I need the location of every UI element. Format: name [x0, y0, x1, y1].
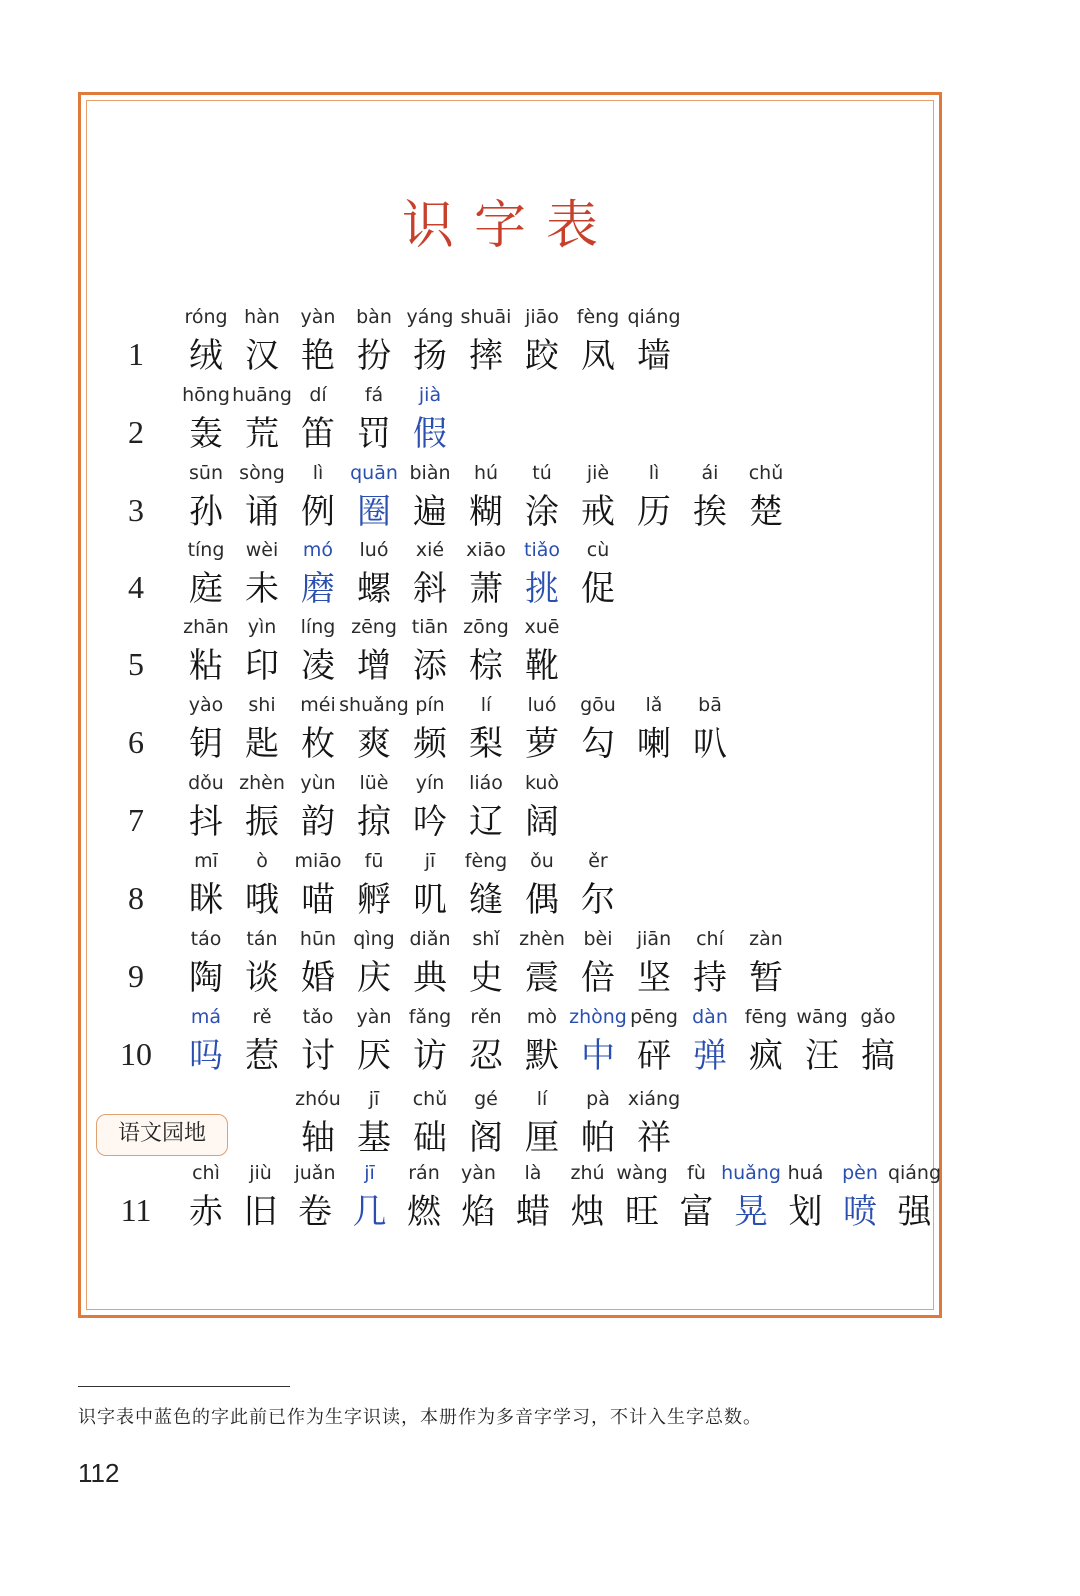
hanzi: 砰 [637, 1036, 671, 1076]
pinyin: bā [698, 694, 722, 716]
character-cell [514, 768, 570, 846]
hanzi: 帕 [581, 1118, 615, 1158]
hanzi: 燃 [407, 1192, 441, 1232]
pinyin: jiè [586, 462, 610, 484]
pinyin: pēng [630, 1006, 678, 1028]
pinyin: hàn [244, 306, 280, 328]
pinyin: tíng [187, 539, 225, 561]
lesson-number: 7 [128, 802, 144, 838]
pinyin: zhèn [519, 928, 565, 950]
hanzi: 尔 [581, 880, 615, 920]
hanzi: 跤 [525, 336, 559, 376]
lesson-number: 5 [128, 646, 144, 682]
lesson-number: 10 [120, 1036, 152, 1072]
pinyin: hūn [299, 928, 337, 950]
pinyin: yáng [406, 306, 454, 328]
hanzi: 摔 [469, 336, 503, 376]
character-cell [887, 1158, 943, 1236]
pinyin: rěn [470, 1006, 502, 1028]
pinyin: ò [256, 850, 268, 872]
hanzi: 棕 [469, 646, 503, 686]
character-cell [514, 612, 570, 690]
pinyin: xuē [524, 616, 560, 638]
hanzi: 坚 [637, 958, 671, 998]
hanzi: 吟 [413, 802, 447, 842]
hanzi: 吗 [189, 1036, 223, 1076]
hanzi: 靴 [525, 646, 559, 686]
pinyin: lí [536, 1088, 548, 1110]
hanzi: 孙 [189, 492, 223, 532]
pinyin: yàn [300, 306, 336, 328]
pinyin: bèi [583, 928, 613, 950]
pinyin: dàn [692, 1006, 728, 1028]
lesson-row [96, 458, 956, 536]
pinyin: dí [309, 384, 327, 406]
lesson-number: 3 [128, 492, 144, 528]
hanzi: 庆 [357, 958, 391, 998]
pinyin: chǔ [412, 1088, 448, 1110]
hanzi: 陶 [189, 958, 223, 998]
pinyin: huāng [232, 384, 292, 406]
hanzi: 凌 [301, 646, 335, 686]
pinyin: fēng [744, 1006, 788, 1028]
hanzi: 烛 [570, 1192, 605, 1232]
hanzi: 荒 [245, 414, 279, 454]
lesson-row [96, 924, 956, 1002]
lesson-row [96, 1158, 956, 1236]
pinyin: gé [474, 1088, 498, 1110]
pinyin: róng [184, 306, 228, 328]
hanzi: 勾 [581, 724, 615, 764]
lesson-number: 1 [128, 336, 144, 372]
character-cell [850, 1002, 906, 1080]
lesson-row [96, 1084, 956, 1162]
hanzi: 典 [413, 958, 447, 998]
hanzi: 汉 [245, 336, 279, 376]
pinyin: mī [194, 850, 218, 872]
pinyin: kuò [524, 772, 560, 794]
hanzi: 磨 [301, 569, 335, 609]
pinyin: miāo [294, 850, 342, 872]
hanzi: 焰 [461, 1192, 496, 1232]
hanzi: 孵 [357, 880, 391, 920]
pinyin: rán [408, 1162, 440, 1184]
hanzi: 弹 [693, 1036, 727, 1076]
hanzi: 旧 [243, 1192, 278, 1232]
hanzi: 遍 [413, 492, 447, 532]
pinyin: lí [480, 694, 492, 716]
pinyin: ǒu [530, 850, 554, 872]
pinyin: yùn [300, 772, 336, 794]
hanzi: 轴 [301, 1118, 335, 1158]
hanzi: 挑 [525, 569, 559, 609]
hanzi: 旺 [625, 1192, 659, 1232]
character-cell [626, 302, 682, 380]
pinyin: tú [532, 462, 552, 484]
hanzi: 涂 [525, 492, 559, 532]
lesson-number: 2 [128, 414, 144, 450]
pinyin: qiáng [627, 306, 681, 328]
pinyin: wāng [796, 1006, 848, 1028]
hanzi: 挨 [693, 492, 727, 532]
footnote-divider [78, 1386, 290, 1387]
pinyin: méi [300, 694, 336, 716]
pinyin: fèng [464, 850, 508, 872]
hanzi: 强 [897, 1192, 932, 1232]
pinyin: shi [248, 694, 276, 716]
pinyin: qìng [353, 928, 395, 950]
pinyin: chí [696, 928, 724, 950]
pinyin: yào [188, 694, 224, 716]
hanzi: 喇 [637, 724, 671, 764]
pinyin: zhú [570, 1162, 605, 1184]
lesson-number: 11 [120, 1192, 152, 1228]
pinyin: jī [364, 1162, 375, 1184]
hanzi: 忍 [469, 1036, 503, 1076]
hanzi: 史 [469, 958, 503, 998]
pinyin: juǎn [294, 1162, 336, 1184]
hanzi: 础 [413, 1118, 447, 1158]
pinyin: fǎng [408, 1006, 452, 1028]
lesson-row [96, 380, 956, 458]
pinyin: xiāo [466, 539, 506, 561]
pinyin: lüè [359, 772, 389, 794]
hanzi: 螺 [357, 569, 391, 609]
character-cell [402, 380, 458, 458]
hanzi: 中 [581, 1036, 615, 1076]
pinyin: pèn [842, 1162, 878, 1184]
hanzi: 汪 [805, 1036, 839, 1076]
hanzi: 糊 [469, 492, 503, 532]
hanzi: 梨 [469, 724, 503, 764]
hanzi: 例 [301, 492, 335, 532]
hanzi: 基 [357, 1118, 391, 1158]
hanzi: 缝 [469, 880, 503, 920]
yuwen-garden-badge: 语文园地 [96, 1114, 228, 1156]
lesson-number: 6 [128, 724, 144, 760]
hanzi: 戒 [581, 492, 615, 532]
hanzi: 富 [679, 1192, 714, 1232]
pinyin: mó [302, 539, 334, 561]
lesson-row [96, 612, 956, 690]
pinyin: huǎng [721, 1162, 781, 1184]
hanzi: 倍 [581, 958, 615, 998]
hanzi: 斜 [413, 569, 447, 609]
pinyin: qiáng [887, 1162, 942, 1184]
pinyin: hōng [182, 384, 230, 406]
lesson-number: 9 [128, 958, 144, 994]
hanzi: 印 [245, 646, 279, 686]
hanzi: 历 [637, 492, 671, 532]
hanzi: 艳 [301, 336, 335, 376]
hanzi: 增 [357, 646, 391, 686]
hanzi: 阔 [525, 802, 559, 842]
pinyin: dǒu [188, 772, 224, 794]
hanzi: 假 [413, 414, 447, 454]
pinyin: lì [648, 462, 660, 484]
pinyin: quān [350, 462, 398, 484]
pinyin: pà [586, 1088, 610, 1110]
hanzi: 扮 [357, 336, 391, 376]
hanzi: 未 [245, 569, 279, 609]
hanzi: 韵 [301, 802, 335, 842]
pinyin: jī [368, 1088, 380, 1110]
hanzi: 枚 [301, 724, 335, 764]
hanzi: 婚 [301, 958, 335, 998]
pinyin: tiǎo [524, 539, 560, 561]
page-number: 112 [78, 1458, 120, 1488]
hanzi: 暂 [749, 958, 783, 998]
pinyin: biàn [409, 462, 451, 484]
lesson-row [96, 535, 956, 613]
pinyin: shuǎng [339, 694, 409, 716]
pinyin: fá [364, 384, 384, 406]
hanzi: 抖 [189, 802, 223, 842]
hanzi: 卷 [298, 1192, 332, 1232]
pinyin: líng [300, 616, 336, 638]
pinyin: má [190, 1006, 222, 1028]
hanzi: 持 [693, 958, 727, 998]
hanzi: 扬 [413, 336, 447, 376]
pinyin: jiān [636, 928, 672, 950]
pinyin: yìn [247, 616, 277, 638]
pinyin: gōu [580, 694, 616, 716]
pinyin: zēng [351, 616, 397, 638]
pinyin: tiān [411, 616, 449, 638]
hanzi: 厘 [525, 1118, 559, 1158]
hanzi: 哦 [245, 880, 279, 920]
pinyin: zhān [183, 616, 229, 638]
lesson-row [96, 846, 956, 924]
pinyin: zōng [463, 616, 509, 638]
pinyin: yàn [461, 1162, 496, 1184]
hanzi: 默 [525, 1036, 559, 1076]
lesson-row [96, 1002, 956, 1080]
hanzi: 笛 [301, 414, 335, 454]
hanzi: 几 [352, 1192, 387, 1232]
character-cell [738, 924, 794, 1002]
character-cell [682, 690, 738, 768]
pinyin: sòng [239, 462, 285, 484]
hanzi: 添 [413, 646, 447, 686]
pinyin: diǎn [409, 928, 451, 950]
page-title: 识字表 [401, 196, 618, 256]
pinyin: wèi [245, 539, 279, 561]
lesson-number: 4 [128, 569, 144, 605]
hanzi: 爽 [357, 724, 391, 764]
hanzi: 振 [245, 802, 279, 842]
pinyin: rě [252, 1006, 272, 1028]
pinyin: zàn [749, 928, 783, 950]
hanzi: 祥 [637, 1118, 671, 1158]
hanzi: 轰 [189, 414, 223, 454]
pinyin: cù [586, 539, 610, 561]
hanzi: 厌 [357, 1036, 391, 1076]
pinyin: sūn [189, 462, 223, 484]
hanzi: 叽 [413, 880, 447, 920]
pinyin: fèng [576, 306, 620, 328]
hanzi: 匙 [245, 724, 279, 764]
hanzi: 辽 [469, 802, 503, 842]
pinyin: shuāi [460, 306, 512, 328]
hanzi: 喵 [301, 880, 335, 920]
hanzi: 钥 [189, 724, 223, 764]
hanzi: 讨 [301, 1036, 335, 1076]
pinyin: pín [415, 694, 445, 716]
hanzi: 萝 [525, 724, 559, 764]
pinyin: yàn [356, 1006, 392, 1028]
lesson-row [96, 690, 956, 768]
hanzi: 震 [525, 958, 559, 998]
pinyin: xiáng [627, 1088, 681, 1110]
pinyin: tǎo [302, 1006, 334, 1028]
hanzi: 楚 [749, 492, 783, 532]
hanzi: 惹 [245, 1036, 279, 1076]
hanzi: 搞 [861, 1036, 895, 1076]
pinyin: huá [787, 1162, 824, 1184]
pinyin: xié [415, 539, 445, 561]
pinyin: zhèn [239, 772, 285, 794]
character-cell [570, 535, 626, 613]
pinyin: luó [359, 539, 389, 561]
pinyin: tán [246, 928, 278, 950]
pinyin: fū [364, 850, 384, 872]
pinyin: ěr [588, 850, 608, 872]
pinyin: mò [526, 1006, 558, 1028]
hanzi: 谈 [245, 958, 279, 998]
pinyin: shǐ [472, 928, 500, 950]
hanzi: 绒 [189, 336, 223, 376]
pinyin: chǔ [748, 462, 784, 484]
footnote: 识字表中蓝色的字此前已作为生字识读，本册作为多音字学习，不计入生字总数。 [78, 1407, 762, 1428]
hanzi: 晃 [734, 1192, 768, 1232]
character-cell [570, 846, 626, 924]
pinyin: gǎo [860, 1006, 896, 1028]
hanzi: 诵 [245, 492, 279, 532]
character-cell [738, 458, 794, 536]
hanzi: 眯 [189, 880, 223, 920]
pinyin: hú [473, 462, 499, 484]
pinyin: zhóu [295, 1088, 341, 1110]
hanzi: 促 [581, 569, 615, 609]
pinyin: yín [415, 772, 445, 794]
pinyin: là [524, 1162, 542, 1184]
hanzi: 偶 [525, 880, 559, 920]
hanzi: 粘 [189, 646, 223, 686]
character-cell [626, 1084, 682, 1162]
pinyin: bàn [356, 306, 392, 328]
pinyin: jī [424, 850, 436, 872]
lesson-row [96, 302, 956, 380]
hanzi: 凤 [581, 336, 615, 376]
hanzi: 墙 [637, 336, 671, 376]
hanzi: 赤 [189, 1192, 223, 1232]
hanzi: 蜡 [516, 1192, 550, 1232]
pinyin: lǎ [645, 694, 663, 716]
lesson-number: 8 [128, 880, 144, 916]
pinyin: zhòng [569, 1006, 627, 1028]
hanzi: 掠 [357, 802, 391, 842]
hanzi: 阁 [469, 1118, 503, 1158]
hanzi: 频 [413, 724, 447, 764]
pinyin: liáo [469, 772, 503, 794]
pinyin: táo [190, 928, 222, 950]
hanzi: 划 [788, 1192, 823, 1232]
pinyin: wàng [616, 1162, 668, 1184]
hanzi: 疯 [749, 1036, 783, 1076]
hanzi: 访 [413, 1036, 447, 1076]
pinyin: luó [527, 694, 557, 716]
pinyin: chì [192, 1162, 220, 1184]
hanzi: 叭 [693, 724, 727, 764]
lesson-row [96, 768, 956, 846]
hanzi: 庭 [189, 569, 223, 609]
pinyin: jià [418, 384, 442, 406]
hanzi: 罚 [357, 414, 391, 454]
pinyin: lì [312, 462, 324, 484]
hanzi: 萧 [469, 569, 503, 609]
pinyin: jiù [249, 1162, 272, 1184]
pinyin: jiāo [525, 306, 559, 328]
hanzi: 喷 [843, 1192, 877, 1232]
pinyin: fù [687, 1162, 706, 1184]
hanzi: 圈 [357, 492, 391, 532]
pinyin: ái [701, 462, 719, 484]
